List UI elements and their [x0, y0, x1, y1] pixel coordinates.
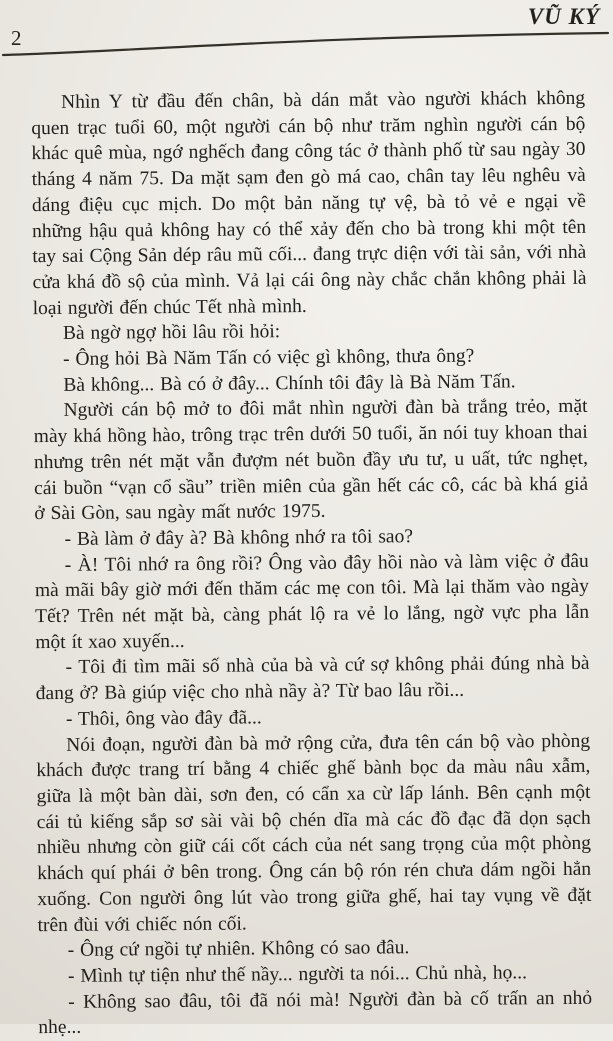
- running-title: VŨ KÝ: [527, 4, 600, 29]
- paragraph: Nhìn Y từ đầu đến chân, bà dán mắt vào người khách không quen trạc tuổi 60, một người cán bộ như trăm nghìn người cán bộ khác quê mùa, ngớ nghếch đang công tác ở thành phố từ sau ngày 30 tháng 4 năm 75. Da mặt sạm đen gò má cao, chân tay lêu nghêu và dáng điệu cục mịch. Do một bản năng tự vệ, bà tỏ vẻ e ngại về những hậu quả không hay có thể xảy đến cho bà trong khi một tên tay sai Cộng Sản dép râu mũ cối... đang trực diện với tài sản, với nhà cửa khá đồ sộ của mình. Vả lại cái ông này chắc chắn không phải là loại người đến chúc Tết nhà mình.: [31, 87, 587, 319]
- paragraph: Nói đoạn, người đàn bà mở rộng cửa, đưa tên cán bộ vào phòng khách được trang trí bằng 4 chiếc ghế bành bọc da màu nâu xẫm, giữa là một bàn dài, sơn đen, có cẩn xa cừ lấp lánh. Bên cạnh một cái tủ kiếng sắp sơ sài vài bộ chén dĩa mà các đồ đạc đã dọn sạch nhiều nhưng còn giữ cái cốt cách của nét sang trọng của một phòng khách quí phái ở bên trong. Ông cán bộ rón rén chưa dám ngồi hẳn xuống. Con người ông lút vào trong giữa ghế, hai tay vụng về đặt trên đùi với chiếc nón cối.: [36, 730, 592, 936]
- paragraph: Người cán bộ mở to đôi mắt nhìn người đàn bà trắng trẻo, mặt mày khá hồng hào, trông trạc trên dưới 50 tuổi, ăn nói tuy khoan thai nhưng trên nét mặt vẫn đượm nét buồn đầy ưu tư, u uất, tức nghẹt, cái buồn “vạn cổ sầu” triền miên của gần hết các cô, các bà khá giả ở Sài Gòn, sau ngày mất nước 1975.: [33, 396, 589, 525]
- paragraph: Bà không... Bà có ở đây... Chính tôi đây là Bà Năm Tấn.: [63, 371, 516, 396]
- header-rule-line: [0, 28, 613, 60]
- page-number: 2: [11, 26, 22, 50]
- paragraph: - Tôi đi tìm mãi số nhà của bà và cứ sợ không phải đúng nhà bà đang ở? Bà giúp việc cho nhà nầy à? Từ bao lâu rồi...: [35, 653, 590, 705]
- paragraph: - Thôi, ông vào đây đã...: [65, 707, 262, 730]
- paragraph: - À! Tôi nhớ ra ông rồi? Ông vào đây hồi nào và làm việc ở đâu mà mãi bây giờ mới đến thăm các mẹ con tôi. Mà lại thăm vào ngày Tết? Trên nét mặt bà, càng phát lộ ra vẻ lo lắng, ngờ vực pha lẫn một ít xao xuyến...: [34, 550, 590, 653]
- paragraph: - Mình tự tiện như thế nầy... người ta nói... Chủ nhà, họ...: [67, 962, 528, 987]
- paragraph: - Ông hỏi Bà Năm Tấn có việc gì không, thưa ông?: [63, 345, 475, 370]
- paragraph: Bà ngờ ngợ hồi lâu rồi hỏi:: [62, 321, 281, 345]
- paragraph: - Bà làm ở đây à? Bà không nhớ ra tôi sao?: [64, 526, 414, 550]
- paragraph: - Ông cứ ngồi tự nhiên. Không có sao đâu.: [67, 937, 410, 962]
- text-column: [0, 86, 613, 1041]
- paragraph: - Không sao đâu, tôi đã nói mà! Người đàn bà cố trấn an nhỏ nhẹ...: [38, 987, 593, 1039]
